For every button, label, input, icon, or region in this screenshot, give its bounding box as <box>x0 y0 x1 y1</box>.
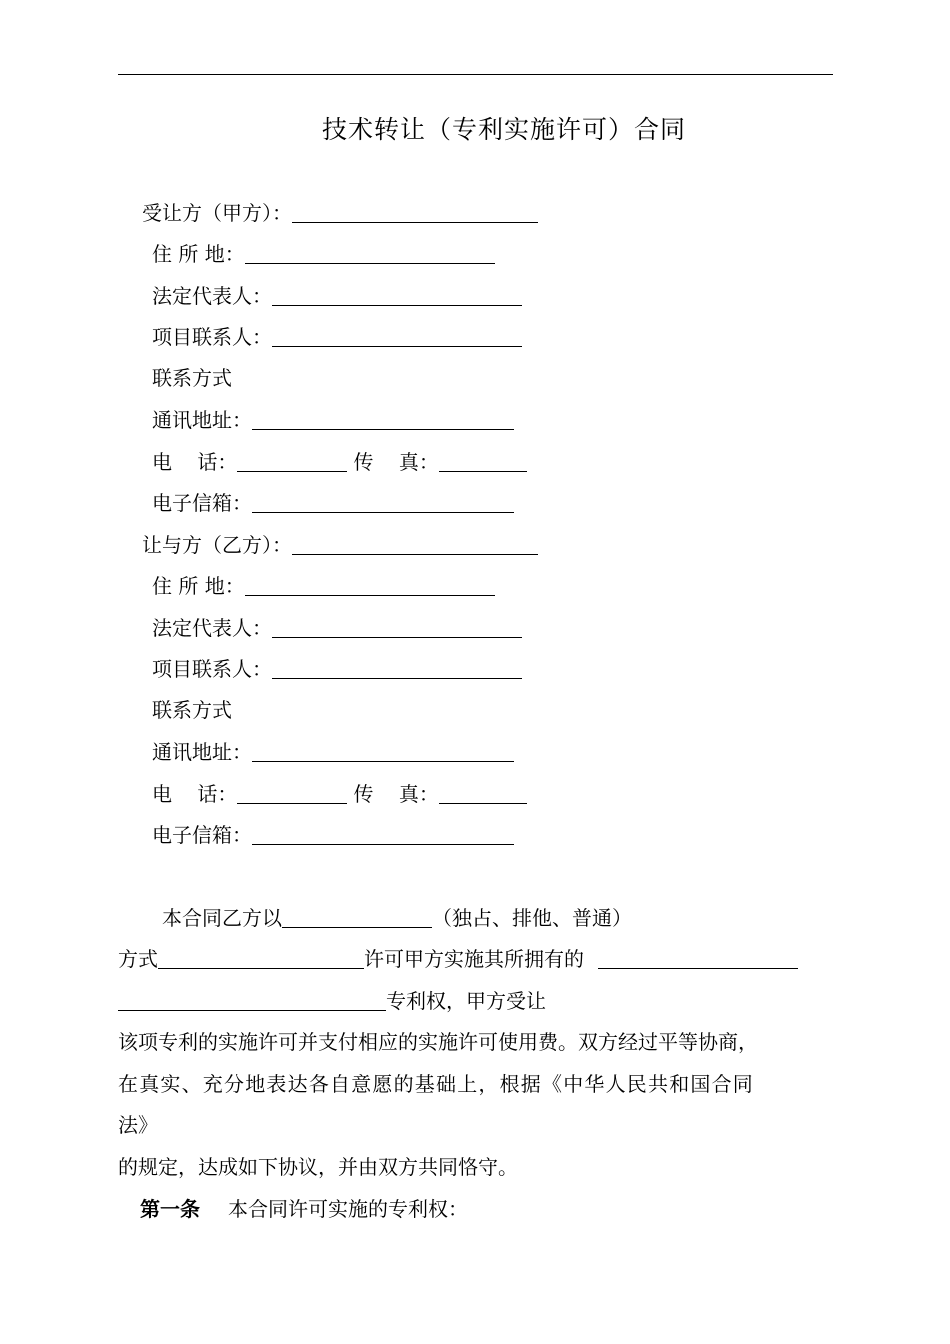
party-b-fax-blank[interactable] <box>439 783 527 804</box>
party-b-contact-person-blank[interactable] <box>272 658 522 679</box>
party-a-contact-person-blank[interactable] <box>272 326 522 347</box>
body-line-1-start: 本合同乙方以 <box>162 906 282 930</box>
party-a-email-label: 电子信箱： <box>152 491 252 515</box>
party-a-heading: 受让方（甲方）： <box>142 201 292 225</box>
party-a-mail-address-row <box>152 408 514 432</box>
patent-name-blank-1[interactable] <box>598 948 798 969</box>
party-b-contact-person-row <box>152 657 522 681</box>
party-b-contact-person-label: 项目联系人： <box>152 657 272 681</box>
party-b-phone-row <box>152 782 527 806</box>
document-title: 技术转让（专利实施许可）合同 <box>322 115 687 144</box>
top-rule <box>118 74 833 75</box>
party-b-legal-rep-blank[interactable] <box>272 617 522 638</box>
party-a-legal-rep-blank[interactable] <box>272 285 522 306</box>
party-a-address-row <box>152 242 495 266</box>
patent-name-blank-2[interactable] <box>118 990 386 1011</box>
party-a-legal-rep-row <box>152 284 522 308</box>
party-b-mail-address-row <box>152 740 514 764</box>
party-b-address-blank[interactable] <box>245 575 495 596</box>
party-a-address-label: 住 所 地： <box>152 242 245 266</box>
body-line-7: 的规定，达成如下协议，并由双方共同恪守。 <box>118 1155 518 1179</box>
party-b-mail-address-label: 通讯地址： <box>152 740 252 764</box>
party-b-email-label: 电子信箱： <box>152 823 252 847</box>
body-line-2-mid: 许可甲方实施其所拥有的 <box>364 947 584 971</box>
article-1-text: 本合同许可实施的专利权： <box>228 1197 468 1221</box>
party-a-contact-method-row <box>152 366 232 390</box>
body-line-3 <box>118 989 546 1013</box>
party-b-name-blank[interactable] <box>292 534 538 555</box>
party-b-legal-rep-row <box>152 616 522 640</box>
party-a-contact-person-label: 项目联系人： <box>152 325 272 349</box>
article-1-label: 第一条 <box>140 1197 200 1221</box>
party-a-mail-address-blank[interactable] <box>252 409 514 430</box>
body-line-3-end: 专利权，甲方受让 <box>386 989 546 1013</box>
body-line-1-end: （独占、排他、普通） <box>432 906 632 930</box>
party-a-phone-row <box>152 450 527 474</box>
party-a-contact-person-row <box>152 325 522 349</box>
party-b-mail-address-blank[interactable] <box>252 741 514 762</box>
body-line-5: 在真实、充分地表达各自意愿的基础上，根据《中华人民共和国合同 <box>118 1072 754 1096</box>
license-method-blank[interactable] <box>158 948 364 969</box>
body-line-6: 法》 <box>118 1113 158 1137</box>
party-a-email-row <box>152 491 514 515</box>
article-1-row <box>140 1197 468 1221</box>
party-a-phone-blank[interactable] <box>237 451 347 472</box>
party-a-email-blank[interactable] <box>252 492 514 513</box>
party-b-address-label: 住 所 地： <box>152 574 245 598</box>
license-type-blank[interactable] <box>282 907 432 928</box>
party-a-contact-method-label: 联系方式 <box>152 366 232 390</box>
party-b-heading-row <box>142 533 538 557</box>
body-line-2-start: 方式 <box>118 947 158 971</box>
party-a-mail-address-label: 通讯地址： <box>152 408 252 432</box>
body-line-4: 该项专利的实施许可并支付相应的实施许可使用费。双方经过平等协商， <box>118 1030 758 1054</box>
party-a-name-blank[interactable] <box>292 202 538 223</box>
party-b-heading: 让与方（乙方）： <box>142 533 292 557</box>
body-line-2 <box>118 947 798 971</box>
party-a-legal-rep-label: 法定代表人： <box>152 284 272 308</box>
party-a-fax-blank[interactable] <box>439 451 527 472</box>
party-b-address-row <box>152 574 495 598</box>
party-b-contact-method-label: 联系方式 <box>152 698 232 722</box>
party-b-fax-label: 传 真： <box>353 782 439 806</box>
party-b-phone-blank[interactable] <box>237 783 347 804</box>
party-b-email-blank[interactable] <box>252 824 514 845</box>
party-a-address-blank[interactable] <box>245 243 495 264</box>
party-b-contact-method-row <box>152 698 232 722</box>
body-line-1 <box>162 906 632 930</box>
party-b-email-row <box>152 823 514 847</box>
party-b-phone-label: 电 话： <box>152 782 238 806</box>
party-a-phone-label: 电 话： <box>152 450 238 474</box>
party-a-heading-row <box>142 201 538 225</box>
party-b-legal-rep-label: 法定代表人： <box>152 616 272 640</box>
party-a-fax-label: 传 真： <box>353 450 439 474</box>
